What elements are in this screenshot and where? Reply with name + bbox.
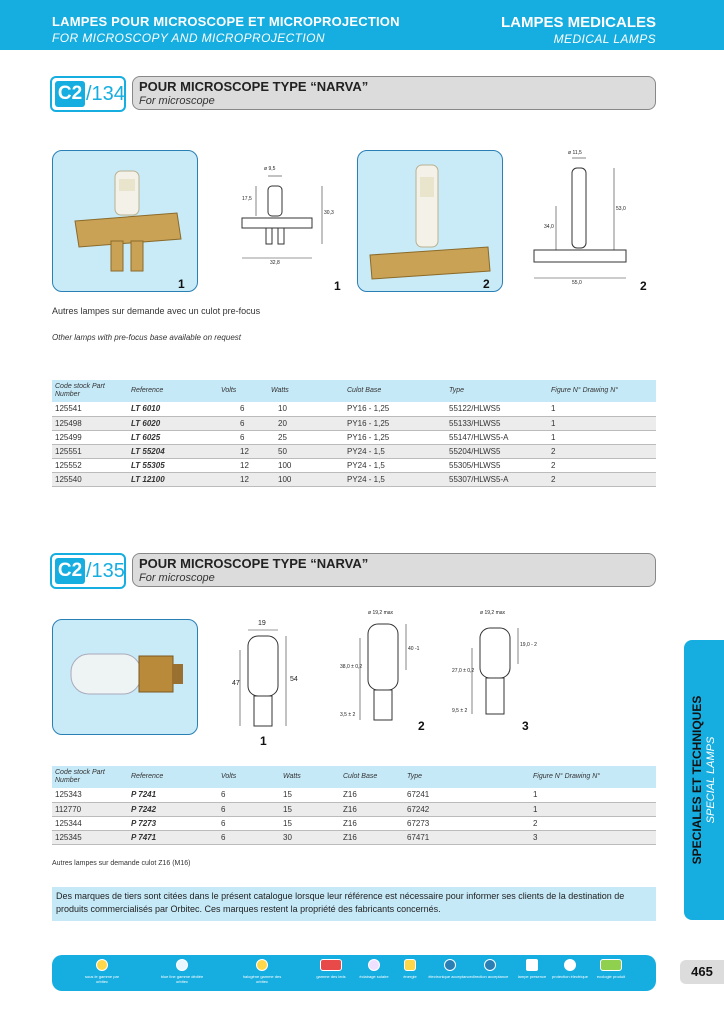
- side-tab-text: [690, 645, 718, 915]
- dimension-label-right: 53,0: [616, 206, 626, 212]
- footer-icon-label: protection électrique: [551, 974, 589, 979]
- note-french: Autres lampes sur demande avec un culot pre-focus: [52, 306, 261, 316]
- note-z16: Autres lampes sur demande culot Z16 (M16): [52, 860, 191, 867]
- footer-icon-label: gamme des leds: [316, 974, 346, 979]
- cell-part-number: 125498: [52, 416, 128, 430]
- column-header: Figure N° Drawing N°: [530, 766, 656, 788]
- dimension-label-left: 34,0: [544, 224, 554, 230]
- table-row: [52, 788, 656, 802]
- cell-watts: 15: [280, 802, 340, 816]
- lamp-bayonet-bulb-image: [53, 620, 199, 736]
- column-header: Figure N° Drawing N°: [548, 380, 656, 402]
- cell-volts: 6: [218, 802, 280, 816]
- cell-type: 55133/HLWS5: [446, 416, 548, 430]
- cell-reference: LT 55204: [128, 444, 218, 458]
- dimension-label-top: ø 19,2 max: [368, 610, 394, 616]
- figure-label: 2: [640, 279, 647, 293]
- cell-base: Z16: [340, 830, 404, 844]
- table-row: [52, 458, 656, 472]
- cell-reference: LT 6010: [128, 402, 218, 416]
- cell-volts: 6: [218, 816, 280, 830]
- header-right-title: LAMPES MEDICALES: [500, 14, 656, 31]
- cell-type: 55122/HLWS5: [446, 402, 548, 416]
- side-tab-subtitle: SPECIAL LAMPS: [705, 736, 717, 824]
- cell-reference: LT 6025: [128, 430, 218, 444]
- cell-figure: 2: [548, 458, 656, 472]
- dimension-label-left: 27,0 ± 0,2: [452, 668, 475, 674]
- electronic-icon: [444, 959, 456, 971]
- cell-reference: LT 55305: [128, 458, 218, 472]
- cell-figure: 2: [548, 472, 656, 486]
- figure-label: 3: [522, 719, 529, 733]
- page-number: 465: [680, 960, 724, 984]
- cell-type: 55204/HLWS5: [446, 444, 548, 458]
- cell-part-number: 125345: [52, 830, 128, 844]
- column-header: Watts: [268, 380, 344, 402]
- footer-icon-label: sous le gamme par orbitec: [84, 974, 119, 984]
- column-header: Reference: [128, 380, 218, 402]
- direction-icon: [484, 959, 496, 971]
- cell-volts: 6: [218, 788, 280, 802]
- cell-watts: 15: [280, 816, 340, 830]
- dimension-label-left: 38,0 ± 0,2: [340, 664, 363, 670]
- cell-reference: LT 6020: [128, 416, 218, 430]
- cell-part-number: 125540: [52, 472, 128, 486]
- footer-icon-label: énergie: [403, 974, 417, 979]
- lamp-photo-2: [357, 150, 503, 292]
- table-row: [52, 416, 656, 430]
- footer-icon-label: direction acceptance: [471, 974, 509, 979]
- cell-base: PY24 - 1,5: [344, 444, 446, 458]
- sun-icon: [96, 959, 108, 971]
- cell-part-number: 125344: [52, 816, 128, 830]
- cell-part-number: 112770: [52, 802, 128, 816]
- column-header: Watts: [280, 766, 340, 788]
- lamp-pin-base-image: [358, 151, 504, 293]
- cell-figure: 1: [548, 402, 656, 416]
- cell-watts: 20: [268, 416, 344, 430]
- dimension-label-right: 40 -1: [408, 646, 420, 652]
- section-c2-135-header: [50, 553, 656, 589]
- section-code-badge: [50, 553, 126, 589]
- cell-watts: 25: [268, 430, 344, 444]
- footer-icon-label: halogène gamme des orbitec: [242, 974, 282, 984]
- blue-bulb-icon: [176, 959, 188, 971]
- dimension-label-bottom: 32,8: [270, 260, 280, 266]
- figure-label: 2: [483, 277, 490, 291]
- cell-volts: 12: [218, 444, 268, 458]
- section-title-bar: [132, 76, 656, 110]
- cell-part-number: 125343: [52, 788, 128, 802]
- dimension-label-right: 19,0 - 2: [520, 642, 537, 648]
- footer-icon-label: blue line gamme dédiée orbitec: [160, 974, 204, 984]
- lamp-dimension-drawing: [522, 150, 642, 290]
- cell-base: PY16 - 1,25: [344, 416, 446, 430]
- dimension-label-top: ø 9,5: [264, 166, 276, 172]
- footer-icon-bar: [52, 955, 656, 991]
- lamps-table-c2-135: [52, 766, 656, 845]
- cell-base: Z16: [340, 788, 404, 802]
- side-category-tab[interactable]: [684, 640, 724, 920]
- lamps-table-c2-134: [52, 380, 656, 487]
- dimension-label-left: 17,5: [242, 196, 252, 202]
- section-title: POUR MICROSCOPE TYPE “NARVA”: [139, 556, 369, 571]
- section-code-badge: [50, 76, 126, 112]
- dimension-label-bottom: 55,0: [572, 280, 582, 286]
- cell-type: 55147/HLWS5-A: [446, 430, 548, 444]
- table-row: [52, 402, 656, 416]
- cell-base: Z16: [340, 816, 404, 830]
- trademark-disclaimer: Des marques de tiers sont citées dans le présent catalogue lorsque leur référence est nécessaire pour informer ses clients de la destination de produits commercialisés par Orbitec. Ces marques restent la propriété des fabricants concernés.: [52, 887, 656, 921]
- cell-figure: 2: [548, 444, 656, 458]
- column-header: Volts: [218, 766, 280, 788]
- cell-reference: LT 12100: [128, 472, 218, 486]
- section-c2-134-header: [50, 76, 656, 112]
- lamp-icon: [526, 959, 538, 971]
- column-header: Reference: [128, 766, 218, 788]
- dimension-label-top: ø 11,5: [568, 150, 582, 156]
- table-row: [52, 802, 656, 816]
- section-subtitle: For microscope: [139, 95, 215, 107]
- technical-drawing-5: [452, 608, 542, 732]
- cell-watts: 100: [268, 458, 344, 472]
- cell-watts: 30: [280, 830, 340, 844]
- cell-reference: P 7242: [128, 802, 218, 816]
- technical-drawing-1: [228, 164, 336, 284]
- column-header: Type: [446, 380, 548, 402]
- figure-label: 1: [334, 279, 341, 293]
- footer-icon-label: lampe presence: [517, 974, 547, 979]
- header-left: [52, 14, 400, 45]
- section-title: POUR MICROSCOPE TYPE “NARVA”: [139, 79, 369, 94]
- ballast-icon: [368, 959, 380, 971]
- cell-type: 55307/HLWS5-A: [446, 472, 548, 486]
- dimension-label-top: 19: [258, 620, 266, 627]
- cell-reference: P 7471: [128, 830, 218, 844]
- header-left-subtitle: FOR MICROSCOPY AND MICROPROJECTION: [52, 31, 325, 45]
- dimension-label-base: 3,5 ± 2: [340, 712, 356, 718]
- table-row: [52, 816, 656, 830]
- cell-reference: P 7241: [128, 788, 218, 802]
- cell-part-number: 125552: [52, 458, 128, 472]
- cell-figure: 1: [548, 416, 656, 430]
- column-header: Volts: [218, 380, 268, 402]
- cell-volts: 6: [218, 830, 280, 844]
- section-title-bar: [132, 553, 656, 587]
- cell-type: 67241: [404, 788, 530, 802]
- section-code-number: /134: [86, 83, 125, 105]
- cell-base: Z16: [340, 802, 404, 816]
- section-code-prefix: C2: [55, 81, 85, 107]
- column-header: Culot Base: [340, 766, 404, 788]
- figure-label: 1: [178, 277, 185, 291]
- table-header-row: [52, 766, 656, 788]
- cell-volts: 6: [218, 416, 268, 430]
- cell-watts: 15: [280, 788, 340, 802]
- cell-volts: 6: [218, 430, 268, 444]
- cell-base: PY16 - 1,25: [344, 402, 446, 416]
- cell-figure: 2: [530, 816, 656, 830]
- led-icon: [320, 959, 342, 971]
- technical-drawing-3: [232, 620, 312, 740]
- table-row: [52, 830, 656, 844]
- cell-reference: P 7273: [128, 816, 218, 830]
- dimension-label-right: 54: [290, 676, 298, 683]
- header-right-subtitle: MEDICAL LAMPS: [553, 32, 656, 46]
- cell-part-number: 125551: [52, 444, 128, 458]
- lamp-photo-1: [52, 150, 198, 292]
- cell-part-number: 125541: [52, 402, 128, 416]
- header-left-title: LAMPES POUR MICROSCOPE ET MICROPROJECTION: [52, 14, 400, 29]
- cell-part-number: 125499: [52, 430, 128, 444]
- lamp-dimension-drawing: [232, 620, 312, 740]
- lamp-photo-3: [52, 619, 198, 735]
- footer-icon-label: éclairage solaire: [359, 974, 389, 979]
- cell-type: 67471: [404, 830, 530, 844]
- page-header: [0, 0, 724, 50]
- dimension-label-base: 9,5 ± 2: [452, 708, 468, 714]
- table-row: [52, 444, 656, 458]
- column-header: Code stock Part Number: [52, 380, 128, 402]
- cell-volts: 6: [218, 402, 268, 416]
- lamp-pin-base-image: [53, 151, 199, 293]
- cell-figure: 3: [530, 830, 656, 844]
- column-header: Culot Base: [344, 380, 446, 402]
- footer-icon-label: électronique acceptance: [428, 974, 472, 979]
- cell-volts: 12: [218, 458, 268, 472]
- note-english: Other lamps with pre-focus base available on request: [52, 333, 241, 342]
- ecology-icon: [600, 959, 622, 971]
- cell-base: PY24 - 1,5: [344, 458, 446, 472]
- cell-type: 55305/HLWS5: [446, 458, 548, 472]
- cell-figure: 1: [530, 802, 656, 816]
- table-header-row: [52, 380, 656, 402]
- cell-type: 67242: [404, 802, 530, 816]
- protection-icon: [564, 959, 576, 971]
- dimension-label-left: 47: [232, 680, 240, 687]
- section-code-number: /135: [86, 560, 125, 582]
- cell-base: PY16 - 1,25: [344, 430, 446, 444]
- table-row: [52, 430, 656, 444]
- technical-drawing-4: [340, 608, 430, 732]
- cell-base: PY24 - 1,5: [344, 472, 446, 486]
- technical-drawing-2: [522, 150, 642, 290]
- dimension-label-right: 30,3: [324, 210, 334, 216]
- cell-watts: 100: [268, 472, 344, 486]
- section-code-prefix: C2: [55, 558, 85, 584]
- cell-volts: 12: [218, 472, 268, 486]
- cell-type: 67273: [404, 816, 530, 830]
- column-header: Type: [404, 766, 530, 788]
- cell-figure: 1: [530, 788, 656, 802]
- section-subtitle: For microscope: [139, 572, 215, 584]
- cell-watts: 10: [268, 402, 344, 416]
- lamp-dimension-drawing: [228, 164, 336, 284]
- column-header: Code stock Part Number: [52, 766, 128, 788]
- figure-label: 2: [418, 719, 425, 733]
- table-row: [52, 472, 656, 486]
- cell-watts: 50: [268, 444, 344, 458]
- halogen-icon: [256, 959, 268, 971]
- energy-icon: [404, 959, 416, 971]
- header-right: [501, 14, 656, 46]
- dimension-label-top: ø 19,2 max: [480, 610, 506, 616]
- side-tab-title: SPECIALES ET TECHNIQUES: [690, 695, 704, 865]
- footer-icon-label: ecologie produit: [596, 974, 626, 979]
- figure-label: 1: [260, 734, 267, 748]
- cell-figure: 1: [548, 430, 656, 444]
